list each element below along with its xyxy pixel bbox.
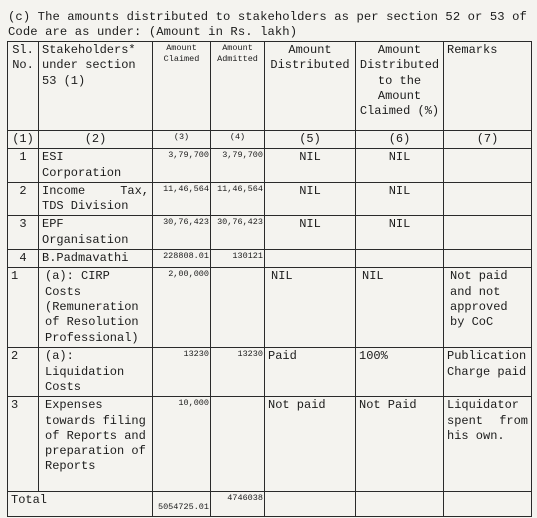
total-claimed: 5054725.01 bbox=[157, 501, 209, 512]
row-stakeholder: EPF Organisation bbox=[39, 216, 153, 250]
table-row bbox=[8, 250, 532, 268]
row-stakeholder: Income Tax, TDS Division bbox=[39, 182, 153, 216]
col-header-pct: Amount Distributed to the Amount Claimed (%) bbox=[356, 42, 444, 131]
col-number: (4) bbox=[211, 131, 265, 149]
table-row bbox=[8, 268, 532, 348]
row-sl: 3 bbox=[8, 397, 39, 492]
row-distributed: Paid bbox=[265, 348, 356, 397]
row-claimed: 228808.01 bbox=[153, 250, 211, 268]
col-number: (1) bbox=[8, 131, 39, 149]
total-claimed-cell bbox=[153, 492, 211, 517]
row-admitted: 11,46,564 bbox=[211, 182, 265, 216]
distribution-table bbox=[7, 41, 532, 517]
row-sl: 2 bbox=[8, 348, 39, 397]
col-header-claimed: Amount Claimed bbox=[153, 42, 211, 131]
row-claimed: 10,000 bbox=[153, 397, 211, 492]
total-label: Total bbox=[8, 492, 153, 517]
row-admitted: 13230 bbox=[211, 348, 265, 397]
col-header-distributed: Amount Distributed bbox=[265, 42, 356, 131]
row-sl: 1 bbox=[8, 149, 39, 183]
table-row bbox=[8, 397, 532, 492]
row-claimed: 2,00,000 bbox=[153, 268, 211, 348]
total-admitted: 4746038 bbox=[211, 492, 265, 517]
table-row bbox=[8, 149, 532, 183]
row-remarks: Not paid and not approved by CoC bbox=[444, 268, 532, 348]
total-empty bbox=[444, 492, 532, 517]
table-row bbox=[8, 348, 532, 397]
col-number: (2) bbox=[39, 131, 153, 149]
row-sl: 2 bbox=[8, 182, 39, 216]
row-admitted: 3,79,700 bbox=[211, 149, 265, 183]
row-pct bbox=[356, 250, 444, 268]
col-header-sl: Sl. No. bbox=[8, 42, 39, 131]
row-stakeholder: Expenses towards filing of Reports and preparation of Reports bbox=[39, 397, 153, 492]
total-empty bbox=[356, 492, 444, 517]
row-remarks: Publication Charge paid bbox=[444, 348, 532, 397]
row-stakeholder: (a): CIRP Costs (Remuneration of Resolution Professional) bbox=[39, 268, 153, 348]
col-header-remarks: Remarks bbox=[444, 42, 532, 131]
row-claimed: 13230 bbox=[153, 348, 211, 397]
row-distributed: NIL bbox=[265, 268, 356, 348]
col-number: (5) bbox=[265, 131, 356, 149]
row-remarks bbox=[444, 149, 532, 183]
row-admitted: 30,76,423 bbox=[211, 216, 265, 250]
row-distributed: NIL bbox=[265, 182, 356, 216]
row-admitted bbox=[211, 268, 265, 348]
row-remarks bbox=[444, 182, 532, 216]
section-heading: (c) The amounts distributed to stakeholders as per section 52 or 53 of Code are as under: (Amount in Rs. lakh) bbox=[8, 10, 527, 39]
row-claimed: 11,46,564 bbox=[153, 182, 211, 216]
row-distributed bbox=[265, 250, 356, 268]
row-claimed: 3,79,700 bbox=[153, 149, 211, 183]
col-header-stakeholders: Stakeholders* under section 53 (1) bbox=[39, 42, 153, 131]
col-header-admitted: Amount Admitted bbox=[211, 42, 265, 131]
row-remarks: Liquidator spent from his own. bbox=[444, 397, 532, 492]
row-distributed: NIL bbox=[265, 149, 356, 183]
col-number: (7) bbox=[444, 131, 532, 149]
row-distributed: Not paid bbox=[265, 397, 356, 492]
row-stakeholder: ESI Corporation bbox=[39, 149, 153, 183]
row-distributed: NIL bbox=[265, 216, 356, 250]
col-number: (3) bbox=[153, 131, 211, 149]
row-sl: 3 bbox=[8, 216, 39, 250]
row-pct: NIL bbox=[356, 216, 444, 250]
row-remarks bbox=[444, 250, 532, 268]
row-pct: NIL bbox=[356, 149, 444, 183]
row-sl: 4 bbox=[8, 250, 39, 268]
row-stakeholder: (a): Liquidation Costs bbox=[39, 348, 153, 397]
row-claimed: 30,76,423 bbox=[153, 216, 211, 250]
row-sl: 1 bbox=[8, 268, 39, 348]
row-admitted bbox=[211, 397, 265, 492]
row-remarks bbox=[444, 216, 532, 250]
header-row bbox=[8, 42, 532, 131]
column-number-row bbox=[8, 131, 532, 149]
row-pct: Not Paid bbox=[356, 397, 444, 492]
col-number: (6) bbox=[356, 131, 444, 149]
row-admitted: 130121 bbox=[211, 250, 265, 268]
row-pct: NIL bbox=[356, 182, 444, 216]
row-stakeholder: B.Padmavathi bbox=[39, 250, 153, 268]
total-row bbox=[8, 492, 532, 517]
table-row bbox=[8, 216, 532, 250]
total-empty bbox=[265, 492, 356, 517]
table-row bbox=[8, 182, 532, 216]
row-pct: 100% bbox=[356, 348, 444, 397]
row-pct: NIL bbox=[356, 268, 444, 348]
